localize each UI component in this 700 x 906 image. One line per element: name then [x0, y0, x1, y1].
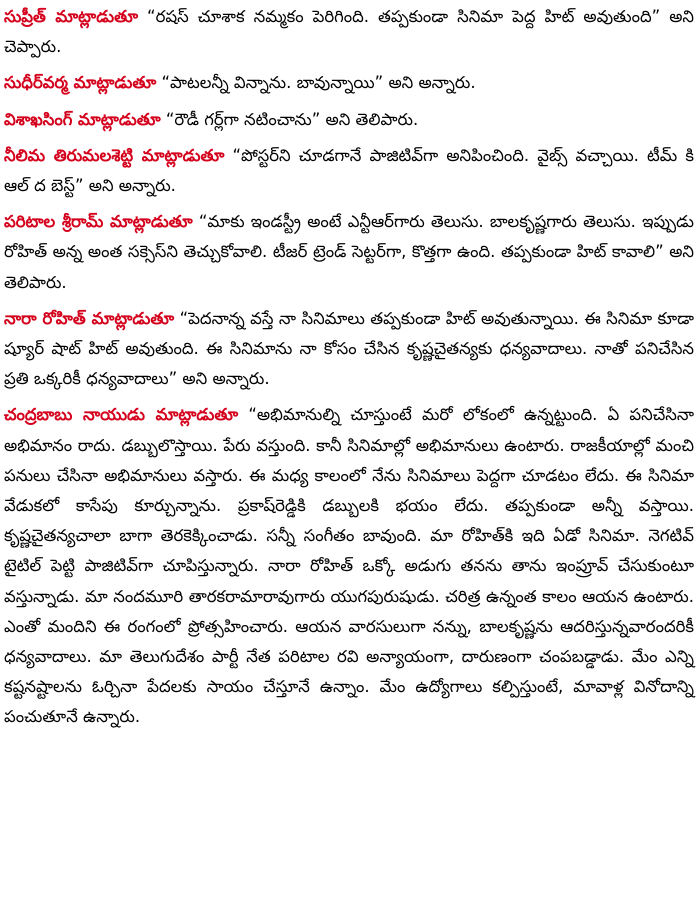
- quote-text: “పెదనాన్న వస్తే నా సినిమాలు తప్పకుండా హిట్‌ అవుతున్నాయి. ఈ సినిమా కూడా ష్యూర్‌ షాట్‌ హిట్‌ అవుతుంది. ఈ సినిమాను నా కోసం చేసిన కృష్ణచైతన్యకు ధన్యవాదాలు. నాతో పనిచేసిన ప్రతి ఒక్కరికీ ధన్యవాదాలు” అని అన్నారు.: [4, 308, 694, 389]
- quote-paragraph-paritala-sriram: [4, 207, 694, 298]
- quote-text: “పోస్టర్‌ని చూడగానే పాజిటివ్‌గా అనిపించింది. వైబ్స్‌ వచ్చాయి. టీమ్‌ కి ఆల్‌ ద బెస్ట్‌” అని అన్నారు.: [4, 145, 694, 196]
- quote-paragraph-suprith: [4, 2, 694, 62]
- speaker-name: పరిటాల శ్రీరామ్‌ మాట్లాడుతూ: [4, 212, 193, 232]
- quote-text: “రషస్‌ చూశాక నమ్మకం పెరిగింది. తప్పకుండా సినిమా పెద్ద హిట్‌ అవుతుంది” అని చెప్పారు.: [4, 7, 695, 57]
- speaker-name: సుప్రీత్‌ మాట్లాడుతూ: [4, 7, 138, 26]
- speaker-name: చంద్రబాబు నాయుడు మాట్లాడుతూ: [4, 405, 239, 425]
- quote-text: “మాకు ఇండస్ట్రీ అంటే ఎన్టీఆర్‌గారు తెలుసు. బాలకృష్ణగారు తెలుసు. ఇప్పుడు రోహిత్‌ అన్న అంత సక్సెస్‌ని తెచ్చుకోవాలి. టీజర్‌ ట్రెండ్‌ సెట్టర్‌గా, కొత్తగా ఉంది. తప్పకుండా హిట్‌ కావాలి” అని తెలిపారు.: [4, 212, 694, 292]
- speaker-name: నారా రోహిత్‌ మాట్లాడుతూ: [4, 308, 175, 328]
- speaker-name: నీలిమ తిరుమలశెట్టి మాట్లాడుతూ: [4, 145, 225, 165]
- speaker-name: విశాఖసింగ్‌ మాట్లాడుతూ: [4, 109, 161, 129]
- quote-paragraph-neelima: [4, 141, 694, 201]
- speaker-name: సుధీర్‌వర్మ మాట్లాడుతూ: [4, 73, 157, 93]
- quote-text: “అభిమానుల్ని చూస్తుంటే మరో లోకంలో ఉన్నట్టుంది. ఏ పనిచేసినా అభిమానం రాదు. డబ్బులొస్తాయి. పేరు వస్తుంది. కానీ సినిమాల్లో అభిమానులు ఉంటారు. రాజకీయాల్లో మంచి పనులు చేసినా అభిమానులు వస్తారు. ఈ మధ్య కాలంలో నేను సినిమాలు పెద్దగా చూడటం లేదు. ఈ సినిమా వేడుకలో కాసేపు కూర్చున్నాను. ప్రకాష్‌రెడ్డికి డబ్బులకి భయం లేదు. తప్పకుండా అన్నీ వస్తాయి. కృష్ణచైతన్యచాలా బాగా తెరకెక్కించాడు. సన్నీ సంగీతం బావుంది. మా రోహిత్‌కి ఇది ఏడో సినిమా. నెగటివ్‌ టైటిల్‌ పెట్టి పాజిటివ్‌గా చూపిస్తున్నారు. నారా రోహిత్‌ ఒక్కో అడుగు తనను తాను ఇంప్రూవ్‌ చేసుకుంటూ వస్తున్నాడు. మా నందమూరి తారకరామారావుగారు యుగపురుషుడు. చరిత్ర ఉన్నంత కాలం ఆయన ఉంటారు. ఎంతో మందిని ఈ రంగంలో ప్రోత్సహించారు. ఆయన వారసులుగా నన్ను, బాలకృష్ణను ఆదరిస్తున్నవారందరికీ ధన్యవాదాలు. మా తెలుగుదేశం పార్టీ నేత పరిటాల రవి అన్యాయంగా, దారుణంగా చంపబడ్డాడు. మేం ఎన్ని కష్టనష్టాలను ఓర్చినా పేదలకు సాయం చేస్తూనే ఉన్నాం. మేం ఉద్యోగాలు కల్పిస్తుంటే, మావాళ్ల వినోదాన్ని పంచుతూనే ఉన్నారు.: [4, 405, 694, 727]
- quote-paragraph-nara-rohit: [4, 304, 694, 395]
- quote-paragraph-visakha-singh: [4, 105, 694, 135]
- quote-paragraph-chandrababu-naidu: [4, 400, 694, 732]
- quote-paragraph-sudheer-varma: [4, 68, 694, 98]
- quote-text: “రౌడీ గర్ల్‌గా నటించాను” అని తెలిపారు.: [160, 109, 419, 129]
- quote-text: “పాటలన్నీ విన్నాను. బావున్నాయి” అని అన్నారు.: [156, 73, 476, 93]
